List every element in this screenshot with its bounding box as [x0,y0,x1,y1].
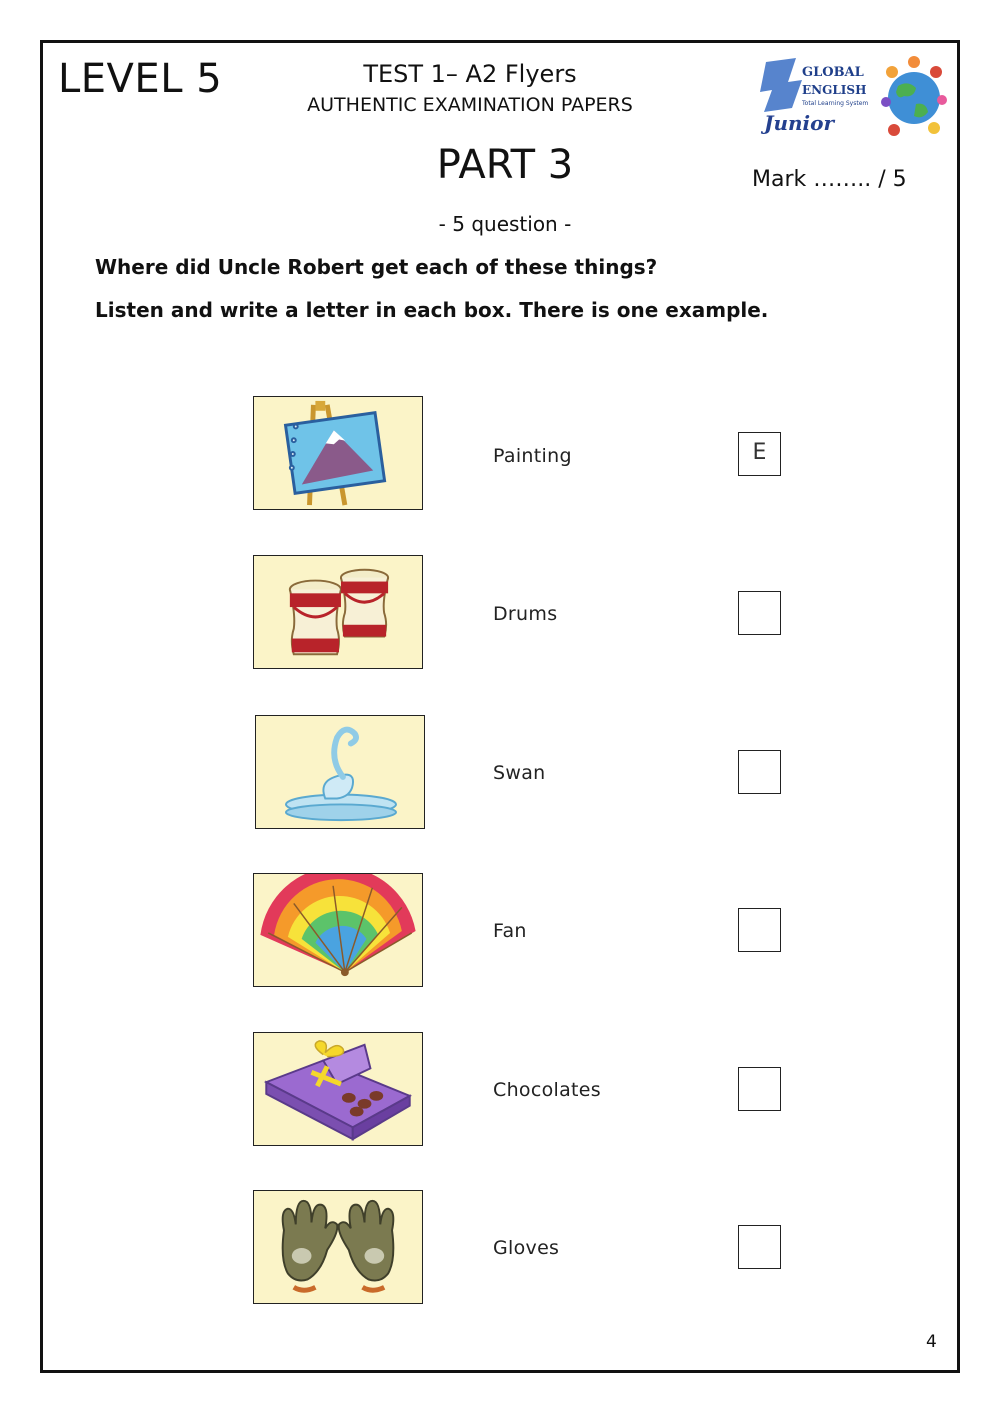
glass-swan-icon [255,715,425,829]
hand-fan-icon [253,873,423,987]
painting-easel-icon [253,396,423,510]
instruction-question: Where did Uncle Robert get each of these things? [95,255,658,279]
drums-icon [253,555,423,669]
global-english-junior-logo [758,52,948,144]
answer-box-painting[interactable]: E [738,432,781,476]
answer-box-gloves[interactable] [738,1225,781,1269]
answer-box-chocolates[interactable] [738,1067,781,1111]
logo-line1: GLOBAL [802,65,864,80]
logo-line2: ENGLISH [802,83,867,97]
item-label-drums: Drums [493,603,558,625]
item-label-swan: Swan [493,762,546,784]
logo-line3: Total Learning System [802,100,869,107]
item-label-fan: Fan [493,920,527,942]
gloves-icon [253,1190,423,1304]
answer-box-drums[interactable] [738,591,781,635]
exam-subtitle: AUTHENTIC EXAMINATION PAPERS [307,94,633,116]
mark-field: Mark …….. / 5 [752,167,907,192]
test-title: TEST 1– A2 Flyers [363,60,577,88]
answer-box-fan[interactable] [738,908,781,952]
part-title: PART 3 [436,142,574,188]
item-label-chocolates: Chocolates [493,1079,601,1101]
chocolate-box-icon [253,1032,423,1146]
level-heading: LEVEL 5 [58,56,223,102]
answer-box-swan[interactable] [738,750,781,794]
page-border [40,40,960,1373]
page-number: 4 [926,1332,937,1352]
instruction-directions: Listen and write a letter in each box. There is one example. [95,298,769,322]
item-label-gloves: Gloves [493,1237,560,1259]
logo-line4: Junior [764,111,835,135]
item-label-painting: Painting [493,445,572,467]
question-count: - 5 question - [438,212,572,236]
